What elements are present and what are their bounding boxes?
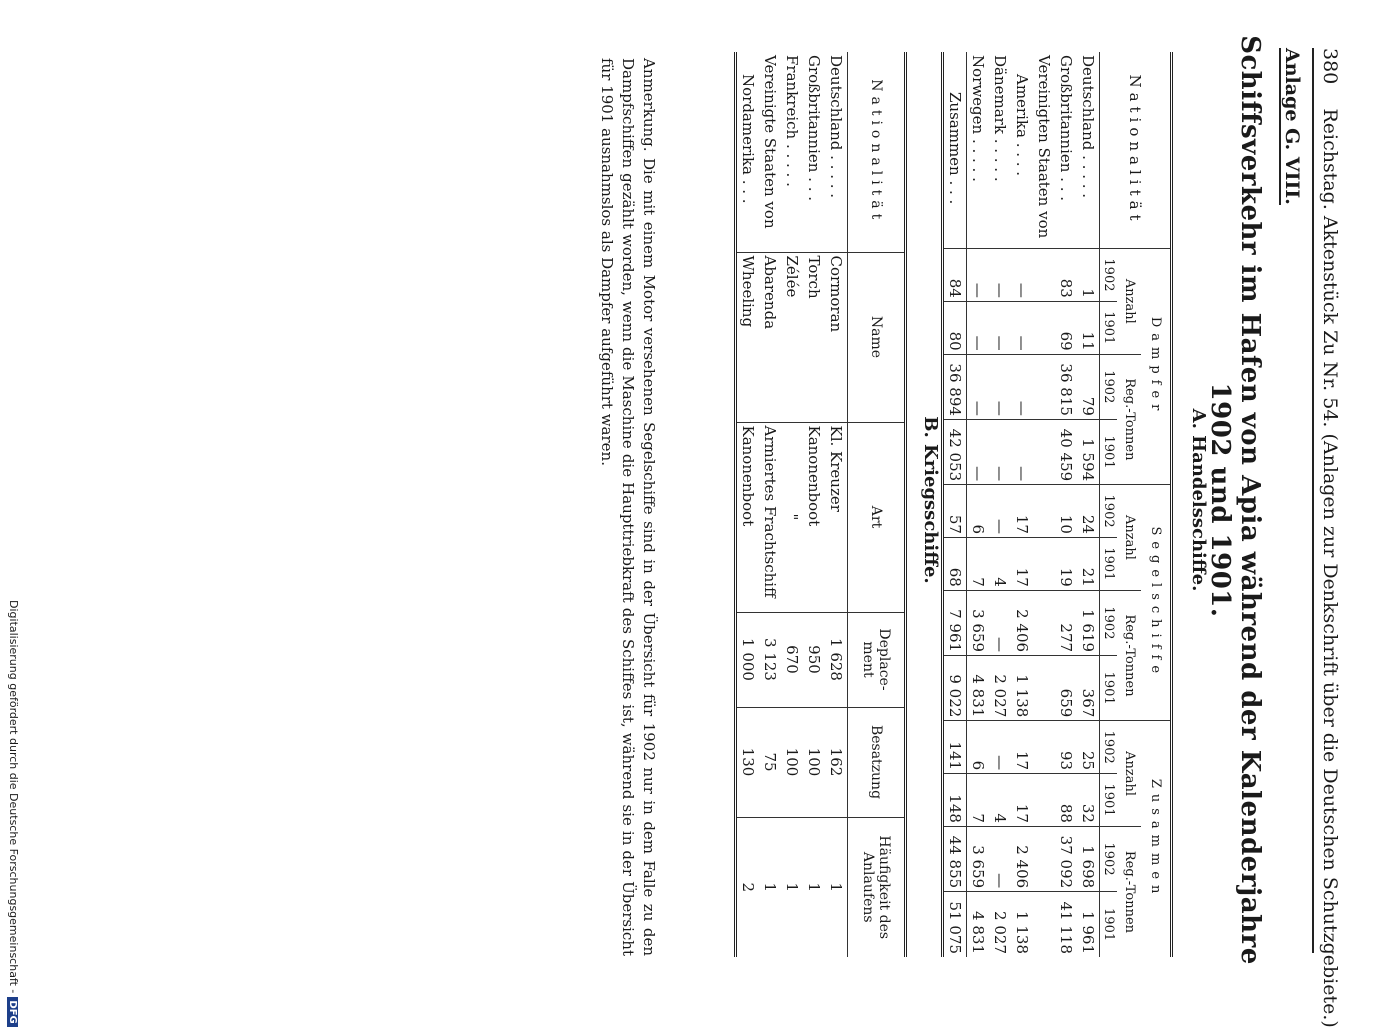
table-cell: 44 855 — [943, 826, 967, 891]
year: 1902 — [1100, 721, 1118, 774]
table-cell — [1033, 826, 1055, 891]
row-label: Norwegen . . . . . — [969, 55, 987, 182]
table-cell: Nordamerika . . . — [739, 74, 757, 204]
table-cell: 9 022 — [943, 656, 967, 721]
table-cell: 25 — [1077, 721, 1100, 774]
table-cell: 1 — [781, 817, 803, 957]
table-cell: 17 — [1011, 721, 1033, 774]
year: 1902 — [1100, 354, 1118, 419]
year: 1902 — [1100, 590, 1118, 655]
table-cell: 4 831 — [967, 892, 990, 957]
table-cell: 3 659 — [967, 590, 990, 655]
table-cell: 11 — [1077, 301, 1100, 354]
table-cell: 21 — [1077, 537, 1100, 590]
table-row — [759, 52, 781, 957]
table-row — [1011, 52, 1033, 957]
col-name: Name — [848, 252, 906, 422]
table-cell: 17 — [1011, 485, 1033, 538]
table-cell: Deutschland . . . . . — [827, 55, 845, 199]
sub-tons: Reg.-Tonnen — [1118, 590, 1142, 721]
table-cell: 10 — [1055, 485, 1077, 538]
table-cell: 6 — [967, 485, 990, 538]
table-cell: 1 698 — [1077, 826, 1100, 891]
table-cell: — — [967, 354, 990, 419]
table-cell: — — [1011, 419, 1033, 484]
table-cell: " — [781, 422, 803, 612]
table-cell: — — [1011, 354, 1033, 419]
table-cell: 1 — [1077, 249, 1100, 302]
table-cell: 40 459 — [1055, 419, 1077, 484]
table-cell: 2 027 — [989, 656, 1011, 721]
table-cell — [1033, 590, 1055, 655]
dfg-logo: DFG — [7, 997, 18, 1026]
running-header — [1319, 48, 1341, 1028]
footnote: Anmerkung. Die mit einem Motor versehenen Segelschiffe sind in der Übersicht für 1902 nur in dem Falle zu den Dampfschiffen gezählt worden, wenn die Maschine die Haupttriebkraft des Schiffes ist, während sie in der Übersicht für 1901 ausnahmslos als Dampfer aufgeführt waren. — [598, 58, 658, 956]
section-a-heading: A. Handelsschiffe. — [1188, 408, 1209, 592]
group-sailing-ships: Segelschiffe — [1142, 485, 1172, 721]
col-nationality: Nationalität — [848, 52, 906, 252]
row-label: Deutschland . . . . . — [1079, 55, 1097, 199]
year: 1901 — [1100, 892, 1118, 957]
table-cell: — — [967, 301, 990, 354]
table-cell: 17 — [1011, 537, 1033, 590]
table-cell: 950 — [803, 612, 825, 707]
table-cell: 75 — [759, 707, 781, 817]
col-crew: Besatzung — [848, 707, 906, 817]
table-cell: 141 — [943, 721, 967, 774]
table-cell: 3 123 — [759, 612, 781, 707]
table-cell: 7 961 — [943, 590, 967, 655]
table-cell: 1 — [759, 817, 781, 957]
table-cell: — — [989, 826, 1011, 891]
row-label: Zusammen . . . — [943, 52, 967, 249]
table-cell: 3 659 — [967, 826, 990, 891]
table-cell: Kanonenboot — [736, 422, 760, 612]
table-cell: 1 619 — [1077, 590, 1100, 655]
table-cell: 19 — [1055, 537, 1077, 590]
table-cell: 93 — [1055, 721, 1077, 774]
table-cell: 36 815 — [1055, 354, 1077, 419]
group-steamers: Dampfer — [1142, 249, 1172, 485]
table-cell: Kanonenboot — [803, 422, 825, 612]
sub-count: Anzahl — [1118, 249, 1142, 355]
table-cell: 367 — [1077, 656, 1100, 721]
table-cell: 1 594 — [1077, 419, 1100, 484]
table-cell: 4 — [989, 774, 1011, 827]
table-row — [1077, 52, 1100, 957]
table-cell: 83 — [1055, 249, 1077, 302]
annex-label: Anlage G. VIII. — [1281, 48, 1303, 205]
table-cell: Armiertes Frachtschiff — [759, 422, 781, 612]
table-row — [1033, 52, 1055, 957]
table-cell: Abarenda — [759, 252, 781, 422]
table-cell: — — [989, 301, 1011, 354]
sub-count: Anzahl — [1118, 485, 1142, 591]
col-frequency: Häufigkeit des Anlaufens — [848, 817, 906, 957]
table-cell: 100 — [803, 707, 825, 817]
year: 1901 — [1100, 301, 1118, 354]
table-cell: Kl. Kreuzer — [825, 422, 848, 612]
table-cell: 659 — [1055, 656, 1077, 721]
table-row — [967, 52, 990, 957]
table-cell: 1 138 — [1011, 656, 1033, 721]
table-cell: Zélée — [781, 252, 803, 422]
year: 1901 — [1100, 537, 1118, 590]
table-cell: 42 053 — [943, 419, 967, 484]
table-cell: — — [967, 249, 990, 302]
page-title: Schiffsverkehr im Hafen von Apia während der Kalenderjahre 1902 und 1901. — [1205, 35, 1265, 965]
table-cell: 2 406 — [1011, 826, 1033, 891]
table-cell: 277 — [1055, 590, 1077, 655]
group-total: Zusammen — [1142, 721, 1172, 957]
table-cell: — — [989, 419, 1011, 484]
year: 1902 — [1100, 826, 1118, 891]
header-text: Reichstag. Aktenstück Zu Nr. 54. (Anlagen zur Denkschrift über die Deutschen Schutzgebiete.) — [1319, 108, 1341, 1028]
table-cell: Großbritannien . . . — [805, 55, 823, 202]
table-cell: 2 027 — [989, 892, 1011, 957]
table-cell: 1 628 — [825, 612, 848, 707]
table-cell: 32 — [1077, 774, 1100, 827]
table-cell: 2 406 — [1011, 590, 1033, 655]
table-cell: Cormoran — [825, 252, 848, 422]
table-row — [943, 52, 967, 957]
sub-count: Anzahl — [1118, 721, 1142, 827]
table-cell: 1 — [825, 817, 848, 957]
year: 1901 — [1100, 419, 1118, 484]
table-cell — [1033, 485, 1055, 538]
table-cell: 148 — [943, 774, 967, 827]
table-cell — [1033, 249, 1055, 302]
table-cell — [1033, 774, 1055, 827]
table-cell: 24 — [1077, 485, 1100, 538]
sub-tons: Reg.-Tonnen — [1118, 354, 1142, 485]
table-cell: 130 — [736, 707, 760, 817]
table-cell: 79 — [1077, 354, 1100, 419]
table-cell: 100 — [781, 707, 803, 817]
table-row — [989, 52, 1011, 957]
header-rule — [1312, 48, 1314, 953]
table-row — [803, 52, 825, 957]
table-cell: — — [1011, 301, 1033, 354]
table-cell: — — [989, 590, 1011, 655]
row-label: Amerika . . . . — [1013, 74, 1031, 177]
table-cell: 4 — [989, 537, 1011, 590]
table-cell — [1033, 537, 1055, 590]
table-cell: — — [967, 419, 990, 484]
row-label: Vereinigten Staaten von — [1035, 55, 1053, 239]
table-cell: 41 118 — [1055, 892, 1077, 957]
warships-table — [734, 52, 907, 957]
table-cell: 162 — [825, 707, 848, 817]
table-cell: 2 — [736, 817, 760, 957]
digitization-credit — [7, 600, 20, 1027]
table-cell: 7 — [967, 774, 990, 827]
col-nationality: Nationalität — [1126, 74, 1144, 226]
table-cell: 51 075 — [943, 892, 967, 957]
table-cell: 80 — [943, 301, 967, 354]
col-type: Art — [848, 422, 906, 612]
page-number: 380 — [1319, 48, 1341, 85]
table-row — [781, 52, 803, 957]
table-cell — [1033, 301, 1055, 354]
table-cell: 1 000 — [736, 612, 760, 707]
table-cell: Torch — [803, 252, 825, 422]
table-cell: — — [989, 485, 1011, 538]
table-cell: 6 — [967, 721, 990, 774]
table-cell: Wheeling — [736, 252, 760, 422]
table-cell: 1 138 — [1011, 892, 1033, 957]
table-cell: 68 — [943, 537, 967, 590]
row-label: Großbritannien . . . — [1057, 55, 1075, 202]
table-cell: 1 — [803, 817, 825, 957]
credit-text: Digitalisierung gefördert durch die Deutsche Forschungsgemeinschaft - — [7, 600, 20, 994]
year: 1901 — [1100, 656, 1118, 721]
table-cell: Vereinigte Staaten von — [761, 55, 779, 229]
table-cell: — — [1011, 249, 1033, 302]
table-cell — [1033, 354, 1055, 419]
table-cell: Frankreich . . . . . — [783, 55, 801, 187]
row-label: Dänemark . . . . . — [991, 55, 1009, 182]
table-cell: 7 — [967, 537, 990, 590]
table-cell: 84 — [943, 249, 967, 302]
table-cell: 1 961 — [1077, 892, 1100, 957]
year: 1902 — [1100, 249, 1118, 302]
table-cell: 37 092 — [1055, 826, 1077, 891]
col-displacement: Deplace-ment — [848, 612, 906, 707]
table-row — [825, 52, 848, 957]
table-cell: 17 — [1011, 774, 1033, 827]
table-cell — [1033, 656, 1055, 721]
merchant-ships-table — [941, 52, 1173, 957]
table-row — [1055, 52, 1077, 957]
table-cell: 670 — [781, 612, 803, 707]
year: 1902 — [1100, 485, 1118, 538]
year: 1901 — [1100, 774, 1118, 827]
table-cell: — — [989, 249, 1011, 302]
table-cell: 88 — [1055, 774, 1077, 827]
section-b-heading: B. Kriegsschiffe. — [920, 416, 941, 584]
table-cell: 36 894 — [943, 354, 967, 419]
table-row — [736, 52, 760, 957]
table-cell — [1033, 419, 1055, 484]
table-cell — [1033, 721, 1055, 774]
table-cell: 69 — [1055, 301, 1077, 354]
table-cell: 4 831 — [967, 656, 990, 721]
table-cell: — — [989, 354, 1011, 419]
table-cell: — — [989, 721, 1011, 774]
table-cell — [1033, 892, 1055, 957]
sub-tons: Reg.-Tonnen — [1118, 826, 1142, 957]
table-cell: 57 — [943, 485, 967, 538]
